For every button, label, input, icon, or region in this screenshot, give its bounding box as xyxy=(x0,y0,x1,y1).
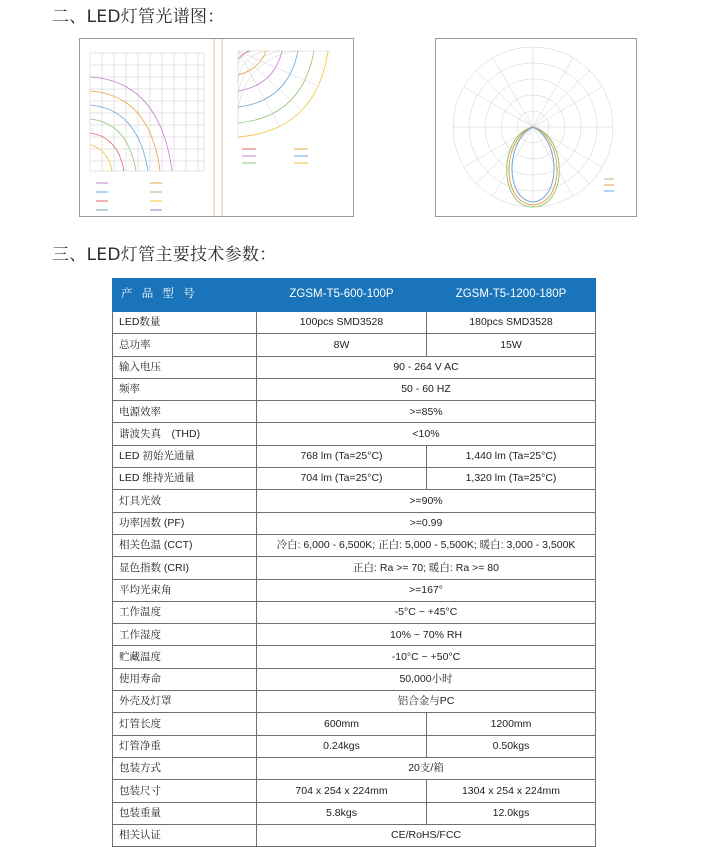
row-model-b-value-cell: 0.50kgs xyxy=(427,735,596,757)
row-shared-value-cell: >=167° xyxy=(257,579,596,601)
row-shared-value-cell: 冷白: 6,000 - 6,500K; 正白: 5,000 - 5,500K; 暖白: 3,000 - 3,500K xyxy=(257,534,596,556)
row-shared-value-cell: CE/RoHS/FCC xyxy=(257,824,596,846)
table-row xyxy=(113,423,596,445)
row-model-a-value-cell: 600mm xyxy=(257,713,427,735)
row-label-cell: 平均光束角 xyxy=(113,579,257,601)
row-model-a-value-cell: 8W xyxy=(257,334,427,356)
polar-distribution-chart-image xyxy=(436,39,636,216)
header-model-b-cell: ZGSM-T5-1200-180P xyxy=(427,279,596,312)
row-label-cell: 灯管长度 xyxy=(113,713,257,735)
table-row xyxy=(113,401,596,423)
table-row xyxy=(113,802,596,824)
row-label-cell: 频率 xyxy=(113,378,257,400)
table-header-row xyxy=(113,279,596,312)
table-row xyxy=(113,490,596,512)
table-row xyxy=(113,601,596,623)
table-row xyxy=(113,468,596,490)
row-label-cell: 使用寿命 xyxy=(113,668,257,690)
row-label-cell: LED 初始光通量 xyxy=(113,445,257,467)
specification-table xyxy=(112,278,596,847)
row-label-cell: 包装尺寸 xyxy=(113,780,257,802)
row-label-cell: LED数量 xyxy=(113,312,257,334)
row-label-cell: 电源效率 xyxy=(113,401,257,423)
row-shared-value-cell: >=0.99 xyxy=(257,512,596,534)
table-row xyxy=(113,356,596,378)
row-shared-value-cell: >=85% xyxy=(257,401,596,423)
row-label-cell: 谐波失真 (THD) xyxy=(113,423,257,445)
row-model-b-value-cell: 1,440 lm (Ta=25°C) xyxy=(427,445,596,467)
row-model-b-value-cell: 1304 x 254 x 224mm xyxy=(427,780,596,802)
row-model-a-value-cell: 704 lm (Ta=25°C) xyxy=(257,468,427,490)
row-model-a-value-cell: 100pcs SMD3528 xyxy=(257,312,427,334)
row-label-cell: 输入电压 xyxy=(113,356,257,378)
row-label-cell: 功率因数 (PF) xyxy=(113,512,257,534)
row-label-cell: LED 维持光通量 xyxy=(113,468,257,490)
section-2-title: 二、LED灯管光谱图： xyxy=(52,7,225,27)
table-row xyxy=(113,312,596,334)
row-label-cell: 相关认证 xyxy=(113,824,257,846)
row-shared-value-cell: 50 - 60 HZ xyxy=(257,378,596,400)
table-row xyxy=(113,735,596,757)
section-3-title: 三、LED灯管主要技术参数： xyxy=(52,245,277,265)
table-row xyxy=(113,691,596,713)
row-model-b-value-cell: 180pcs SMD3528 xyxy=(427,312,596,334)
row-label-cell: 显色指数 (CRI) xyxy=(113,557,257,579)
row-label-cell: 包装重量 xyxy=(113,802,257,824)
row-shared-value-cell: 90 - 264 V AC xyxy=(257,356,596,378)
table-row xyxy=(113,713,596,735)
row-model-a-value-cell: 704 x 254 x 224mm xyxy=(257,780,427,802)
illuminance-charts-image xyxy=(80,39,353,216)
table-row xyxy=(113,534,596,556)
row-model-a-value-cell: 5.8kgs xyxy=(257,802,427,824)
row-shared-value-cell: -5°C ~ +45°C xyxy=(257,601,596,623)
table-row xyxy=(113,579,596,601)
row-label-cell: 灯管净重 xyxy=(113,735,257,757)
row-shared-value-cell: 铝合金与PC xyxy=(257,691,596,713)
row-shared-value-cell: <10% xyxy=(257,423,596,445)
spectrum-figure-left xyxy=(79,38,354,217)
table-row xyxy=(113,668,596,690)
table-row xyxy=(113,378,596,400)
row-label-cell: 贮藏温度 xyxy=(113,646,257,668)
row-shared-value-cell: -10°C ~ +50°C xyxy=(257,646,596,668)
row-label-cell: 总功率 xyxy=(113,334,257,356)
row-model-a-value-cell: 768 lm (Ta=25°C) xyxy=(257,445,427,467)
row-model-b-value-cell: 1200mm xyxy=(427,713,596,735)
table-row xyxy=(113,512,596,534)
row-label-cell: 工作温度 xyxy=(113,601,257,623)
row-shared-value-cell: 正白: Ra >= 70; 暖白: Ra >= 80 xyxy=(257,557,596,579)
specification-table-body xyxy=(113,279,596,847)
table-row xyxy=(113,824,596,846)
table-row xyxy=(113,757,596,779)
header-model-a-cell: ZGSM-T5-600-100P xyxy=(257,279,427,312)
row-model-b-value-cell: 1,320 lm (Ta=25°C) xyxy=(427,468,596,490)
row-label-cell: 工作湿度 xyxy=(113,624,257,646)
table-row xyxy=(113,557,596,579)
table-row xyxy=(113,445,596,467)
row-label-cell: 相关色温 (CCT) xyxy=(113,534,257,556)
table-row xyxy=(113,780,596,802)
table-row xyxy=(113,624,596,646)
row-shared-value-cell: 20支/箱 xyxy=(257,757,596,779)
row-shared-value-cell: 50,000小时 xyxy=(257,668,596,690)
table-row xyxy=(113,646,596,668)
row-model-b-value-cell: 15W xyxy=(427,334,596,356)
row-model-a-value-cell: 0.24kgs xyxy=(257,735,427,757)
row-label-cell: 灯具光效 xyxy=(113,490,257,512)
header-label-cell: 产 品 型 号 xyxy=(113,279,257,312)
row-label-cell: 外壳及灯罩 xyxy=(113,691,257,713)
row-shared-value-cell: >=90% xyxy=(257,490,596,512)
spectrum-figure-right xyxy=(435,38,637,217)
row-shared-value-cell: 10% ~ 70% RH xyxy=(257,624,596,646)
row-model-b-value-cell: 12.0kgs xyxy=(427,802,596,824)
row-label-cell: 包装方式 xyxy=(113,757,257,779)
table-row xyxy=(113,334,596,356)
